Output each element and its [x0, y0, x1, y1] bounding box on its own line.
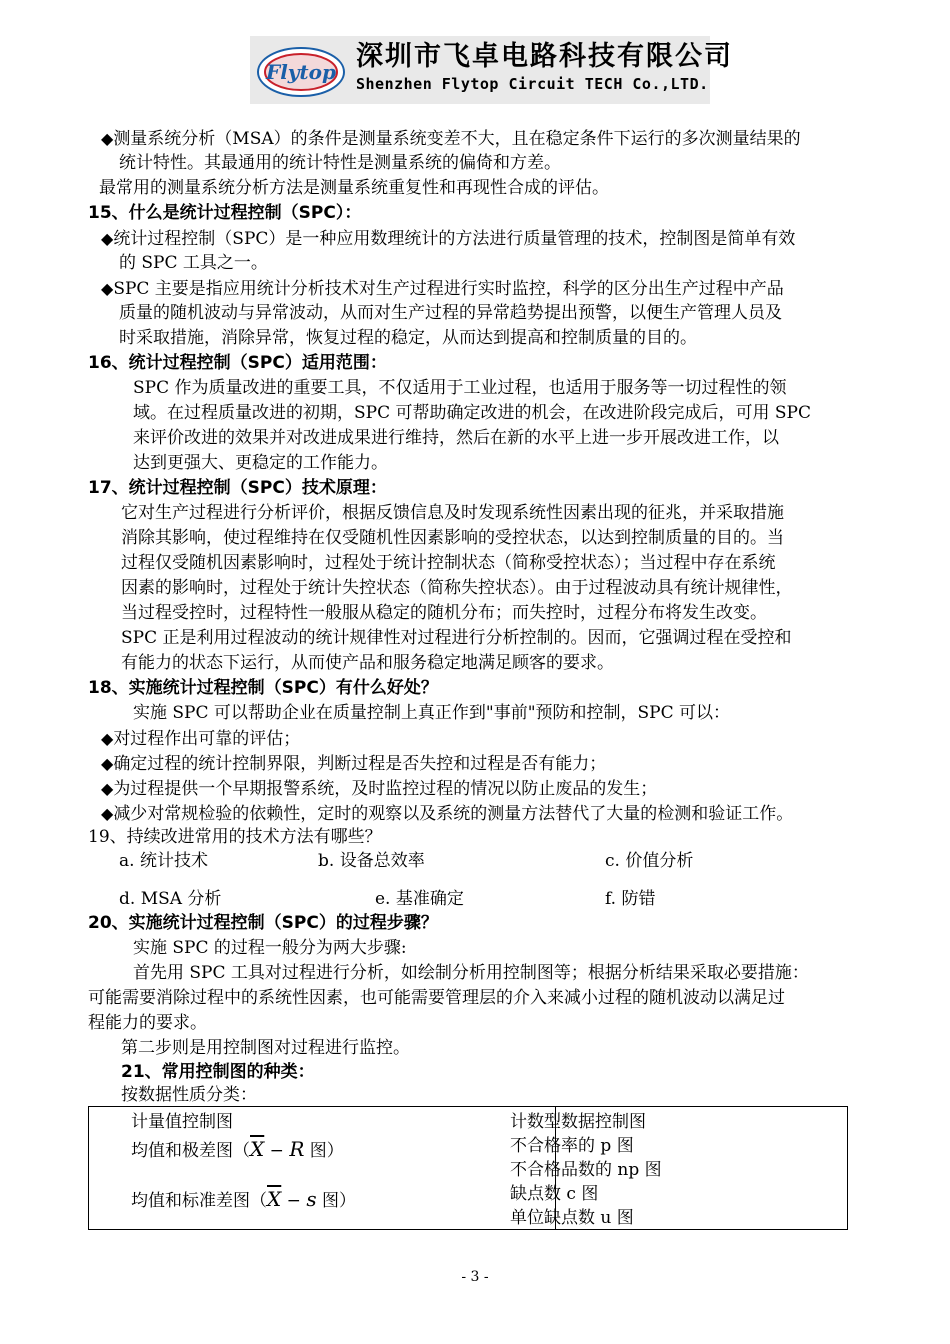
company-name-chinese: 深圳市飞卓电路科技有限公司	[356, 41, 733, 72]
diamond-bullet-icon: ◆	[101, 229, 114, 248]
paragraph-line: ◆测量系统分析（MSA）的条件是测量系统变差不大，且在稳定条件下运行的多次测量结果的	[101, 129, 801, 149]
paragraph-line: 的 SPC 工具之一。	[119, 253, 268, 273]
paragraph-line: 达到更强大、更稳定的工作能力。	[133, 453, 388, 473]
list-item: ◆对过程作出可靠的评估；	[101, 729, 301, 749]
section-heading-17: 17、统计过程控制（SPC）技术原理：	[88, 478, 387, 498]
paragraph-line: 程能力的要求。	[88, 1013, 207, 1033]
paragraph-line: 当过程受控时，过程特性一般服从稳定的随机分布；而失控时，过程分布将发生改变。	[121, 603, 767, 623]
paragraph-line: 实施 SPC 的过程一般分为两大步骤:	[133, 938, 407, 958]
diamond-bullet-icon: ◆	[101, 804, 114, 823]
method-item-e: e. 基准确定	[375, 889, 464, 909]
paragraph-line: 它对生产过程进行分析评价，根据反馈信息及时发现系统性因素出现的征兆，并采取措施	[121, 503, 784, 523]
paragraph-line: 过程仅受随机因素影响时，过程处于统计控制状态（简称受控状态）；当过程中存在系统	[121, 553, 776, 573]
section-heading-15: 15、什么是统计过程控制（SPC）：	[88, 203, 362, 223]
section-heading-16: 16、统计过程控制（SPC）适用范围：	[88, 353, 387, 373]
paragraph-line: SPC 作为质量改进的重要工具，不仅适用于工业过程，也适用于服务等一切过程性的领	[133, 378, 787, 398]
company-logo	[256, 44, 346, 100]
table-right-row-c: 缺点数 c 图	[510, 1184, 599, 1204]
paragraph-line: 时采取措施，消除异常，恢复过程的稳定，从而达到提高和控制质量的目的。	[119, 328, 697, 348]
paragraph-line: 来评价改进的效果并对改进成果进行维持，然后在新的水平上进一步开展改进工作，以	[133, 428, 779, 448]
list-item: ◆为过程提供一个早期报警系统，及时监控过程的情况以防止废品的发生；	[101, 779, 658, 799]
paragraph-line: 消除其影响，使过程维持在仅受随机性因素影响的受控状态，以达到控制质量的目的。当	[121, 528, 784, 548]
paragraph-line: ◆SPC 主要是指应用统计分析技术对生产过程进行实时监控，科学的区分出生产过程中产品	[101, 279, 784, 299]
paragraph-line: 质量的随机波动与异常波动，从而对生产过程的异常趋势提出预警，以便生产管理人员及	[119, 303, 782, 323]
method-item-a: a. 统计技术	[119, 851, 208, 871]
paragraph-line: 最常用的测量系统分析方法是测量系统重复性和再现性合成的评估。	[99, 178, 609, 198]
paragraph-line: ◆统计过程控制（SPC）是一种应用数理统计的方法进行质量管理的技术，控制图是简单有效	[101, 229, 796, 249]
paragraph-line: 有能力的状态下运行，从而使产品和服务稳定地满足顾客的要求。	[121, 653, 614, 673]
diamond-bullet-icon: ◆	[101, 729, 114, 748]
paragraph-line: SPC 正是利用过程波动的统计规律性对过程进行分析控制的。因而，它强调过程在受控和	[121, 628, 792, 648]
company-name-english: Shenzhen Flytop Circuit TECH Co.,LTD.	[356, 75, 709, 93]
section-heading-18: 18、实施统计过程控制（SPC）有什么好处？	[88, 678, 438, 698]
method-item-b: b. 设备总效率	[318, 851, 425, 871]
svg-text:Flytop: Flytop	[266, 60, 336, 84]
section-heading-21: 21、常用控制图的种类：	[121, 1062, 315, 1082]
section-heading-19: 19、持续改进常用的技术方法有哪些？	[88, 827, 382, 847]
paragraph-line: 因素的影响时，过程处于统计失控状态（简称失控状态）。由于过程波动具有统计规律性，	[121, 578, 793, 598]
table-left-row-xbar-r: 均值和极差图（$\overline{X} - R$ 图）	[131, 1137, 344, 1161]
method-item-c: c. 价值分析	[605, 851, 694, 871]
table-right-row-p: 不合格率的 p 图	[510, 1136, 634, 1156]
paragraph-line: 域。在过程质量改进的初期，SPC 可帮助确定改进的机会，在改进阶段完成后，可用 SPC	[133, 403, 811, 423]
control-chart-types-table	[88, 1106, 848, 1230]
diamond-bullet-icon: ◆	[101, 754, 114, 773]
diamond-bullet-icon: ◆	[101, 279, 114, 298]
paragraph-line: 实施 SPC 可以帮助企业在质量控制上真正作到"事前"预防和控制，SPC 可以：	[133, 703, 731, 723]
list-item: ◆确定过程的统计控制界限，判断过程是否失控和过程是否有能力；	[101, 754, 607, 774]
table-right-row-u: 单位缺点数 u 图	[510, 1208, 634, 1228]
table-right-title: 计数型数据控制图	[510, 1112, 646, 1132]
section-heading-20: 20、实施统计过程控制（SPC）的过程步骤？	[88, 913, 438, 933]
paragraph-line: 可能需要消除过程中的系统性因素，也可能需要管理层的介入来减小过程的随机波动以满足过	[88, 988, 785, 1008]
diamond-bullet-icon: ◆	[101, 129, 114, 148]
paragraph-line: 第二步则是用控制图对过程进行监控。	[121, 1038, 410, 1058]
diamond-bullet-icon: ◆	[101, 779, 114, 798]
page-number: - 3 -	[461, 1269, 489, 1285]
method-item-d: d. MSA 分析	[119, 889, 222, 909]
table-left-title: 计量值控制图	[131, 1112, 233, 1132]
paragraph-line: 按数据性质分类：	[121, 1085, 257, 1105]
paragraph-line: 首先用 SPC 工具对过程进行分析，如绘制分析用控制图等；根据分析结果采取必要措施：	[133, 963, 809, 983]
method-item-f: f. 防错	[605, 889, 656, 909]
list-item: ◆减少对常规检验的依赖性，定时的观察以及系统的测量方法替代了大量的检测和验证工作。	[101, 804, 794, 824]
table-left-row-xbar-s: 均值和标准差图（$\overline{X} - s$ 图）	[131, 1187, 356, 1211]
table-right-row-np: 不合格品数的 np 图	[510, 1160, 662, 1180]
paragraph-line: 统计特性。其最通用的统计特性是测量系统的偏倚和方差。	[119, 153, 561, 173]
